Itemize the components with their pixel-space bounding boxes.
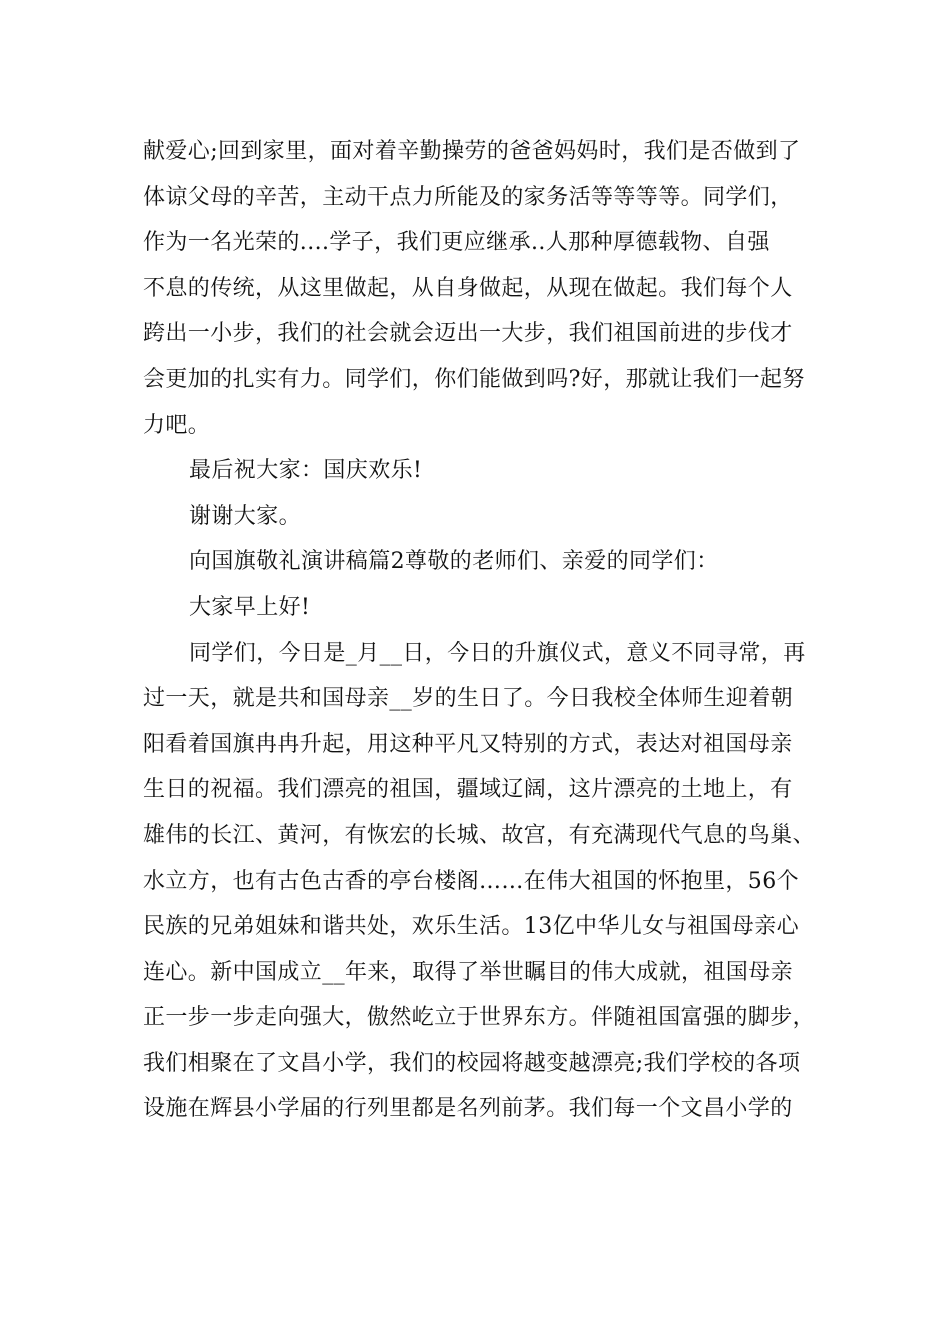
text-line: 不息的传统，从这里做起，从自身做起，从现在做起。我们每个人 bbox=[143, 275, 793, 301]
text-line: 跨出一小步，我们的社会就会迈出一大步，我们祖国前进的步伐才 bbox=[143, 321, 793, 347]
closing-wish: 最后祝大家：国庆欢乐! bbox=[189, 458, 423, 484]
greeting-line: 大家早上好! bbox=[189, 594, 311, 620]
text-line: 民族的兄弟姐妹和谐共处，欢乐生活。13亿中华儿女与祖国母亲心 bbox=[143, 914, 799, 940]
text-line: 体谅父母的辛苦，主动干点力所能及的家务活等等等等。同学们， bbox=[143, 184, 793, 210]
text-line: 正一步一步走向强大，傲然屹立于世界东方。伴随祖国富强的脚步， bbox=[143, 1005, 816, 1031]
text-line: 献爱心;回到家里，面对着辛勤操劳的爸爸妈妈时，我们是否做到了 bbox=[143, 139, 801, 164]
speech-text bbox=[143, 129, 833, 1132]
text-line: 连心。新中国成立__年来，取得了举世瞩目的伟大成就，祖国母亲 bbox=[143, 959, 794, 985]
thanks-line: 谢谢大家。 bbox=[189, 503, 302, 529]
text-line: 同学们，今日是_月__日，今日的升旗仪式，意义不同寻常，再 bbox=[189, 640, 806, 666]
section-heading: 向国旗敬礼演讲稿篇2尊敬的老师们、亲爱的同学们： bbox=[189, 549, 719, 575]
text-line: 会更加的扎实有力。同学们，你们能做到吗?好，那就让我们一起努 bbox=[143, 366, 805, 392]
text-line: 水立方，也有古色古香的亭台楼阁……在伟大祖国的怀抱里，56个 bbox=[143, 868, 799, 894]
text-line: 设施在辉县小学届的行列里都是名列前茅。我们每一个文昌小学的 bbox=[143, 1096, 793, 1122]
text-line: 过一天，就是共和国母亲__岁的生日了。今日我校全体师生迎着朝 bbox=[143, 686, 794, 712]
text-line: 阳看着国旗冉冉升起，用这种平凡又特别的方式，表达对祖国母亲 bbox=[143, 731, 793, 757]
text-line: 作为一名光荣的....学子，我们更应继承..人那种厚德载物、自强 bbox=[143, 230, 770, 256]
text-line: 力吧。 bbox=[143, 412, 211, 438]
text-line: 雄伟的长江、黄河，有恢宏的长城、故宫，有充满现代气息的鸟巢、 bbox=[143, 822, 816, 848]
text-line: 生日的祝福。我们漂亮的祖国，疆域辽阔，这片漂亮的土地上，有 bbox=[143, 777, 793, 803]
text-line: 我们相聚在了文昌小学，我们的校园将越变越漂亮;我们学校的各项 bbox=[143, 1050, 801, 1076]
